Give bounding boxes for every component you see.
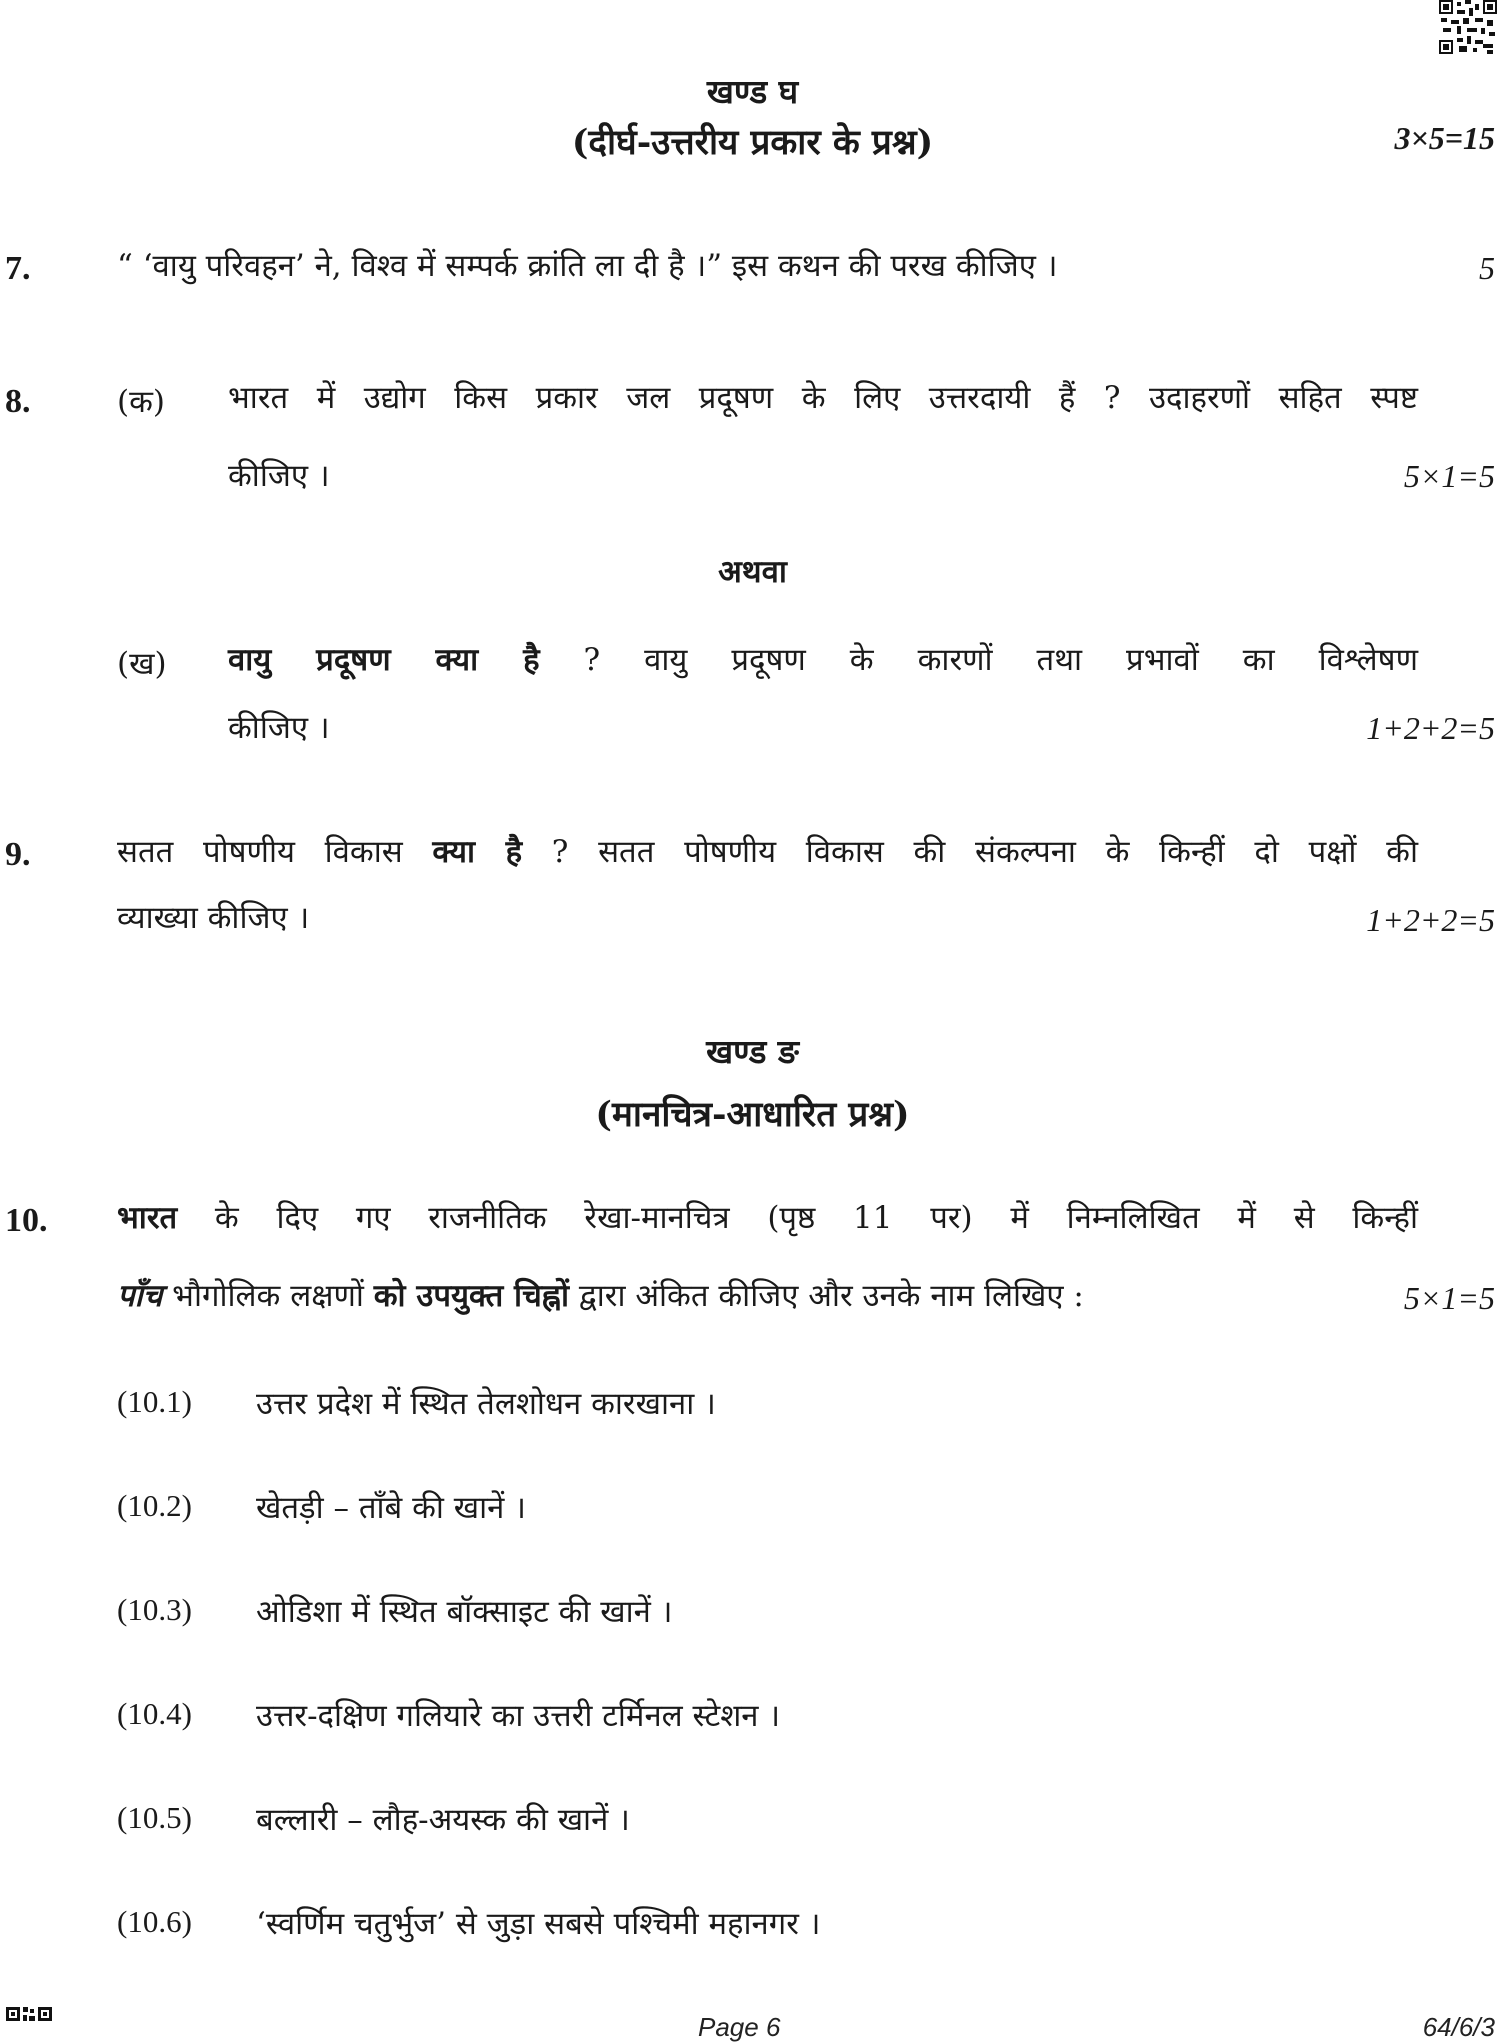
sub-item-text: ओडिशा में स्थित बॉक्साइट की खानें । [256, 1594, 673, 1630]
question-9-line2: व्याख्या कीजिए । [117, 900, 310, 936]
question-8b-rest: ? वायु प्रदूषण के कारणों तथा प्रभावों का विश्लेषण [539, 642, 1418, 678]
qr-code-icon [1439, 0, 1497, 54]
question-10-line1 [117, 1198, 1418, 1238]
qr-code-small-icon [6, 2004, 68, 2026]
question-10-line1-rest: के दिए गए राजनीतिक रेखा-मानचित्र (पृष्ठ 11 पर) में निम्नलिखित में से किन्हीं [177, 1200, 1418, 1236]
question-9-line1 [117, 832, 1418, 872]
sub-item-number: (10.3) [117, 1592, 192, 1627]
section-e-title: खण्ड ङ [706, 1032, 799, 1071]
sub-item-number: (10.4) [117, 1696, 192, 1731]
question-8b-label: (ख) [117, 646, 167, 682]
sub-item-number: (10.5) [117, 1800, 192, 1835]
sub-item-number: (10.6) [117, 1904, 192, 1939]
question-10-line2 [117, 1276, 1084, 1316]
sub-item-number: (10.2) [117, 1488, 192, 1523]
question-10-number: 10. [5, 1202, 48, 1239]
section-d-marks: 3×5=15 [1394, 120, 1495, 156]
question-9-text-a: सतत पोषणीय विकास [117, 834, 433, 870]
or-label: अथवा [718, 554, 787, 590]
question-8-number: 8. [5, 383, 31, 420]
question-8b-marks: 1+2+2=5 [1366, 710, 1495, 746]
question-8a-line2: कीजिए । [228, 458, 330, 494]
sub-item-number: (10.1) [117, 1384, 192, 1419]
question-8b-line2: कीजिए । [228, 710, 330, 746]
question-9-text-b: ? सतत पोषणीय विकास की संकल्पना के किन्हीं दो पक्षों की [522, 834, 1418, 870]
paper-code: 64/6/3 [1422, 2012, 1495, 2042]
question-10-marks: 5×1=5 [1403, 1280, 1495, 1316]
question-8b-bold: वायु प्रदूषण क्या है [228, 642, 540, 678]
sub-item-text: उत्तर-दक्षिण गलियारे का उत्तरी टर्मिनल स्टेशन । [256, 1698, 781, 1734]
sub-item-text: ‘स्वर्णिम चतुर्भुज’ से जुड़ा सबसे पश्चिमी महानगर । [256, 1906, 821, 1942]
section-d-title: खण्ड घ [706, 72, 799, 111]
question-9-marks: 1+2+2=5 [1366, 902, 1495, 938]
question-9-bold: क्या है [432, 834, 523, 870]
question-8a-marks: 5×1=5 [1403, 458, 1495, 494]
sub-item-text: बल्लारी – लौह-अयस्क की खानें । [256, 1802, 630, 1838]
question-7-text: “ ‘वायु परिवहन’ ने, विश्व में सम्पर्क क्रांति ला दी है ।” इस कथन की परख कीजिए । [117, 248, 1058, 284]
section-e-subtitle: (मानचित्र-आधारित प्रश्न) [595, 1094, 910, 1135]
question-7-marks: 5 [1479, 250, 1495, 286]
sub-item-text: खेतड़ी – ताँबे की खानें । [256, 1490, 526, 1526]
section-d-subtitle: (दीर्घ-उत्तरीय प्रकार के प्रश्न) [571, 122, 934, 163]
question-7-number: 7. [5, 250, 31, 287]
question-10-bold-five: पाँच [117, 1278, 163, 1314]
question-10-bold-bharat: भारत [117, 1200, 178, 1236]
question-10-line2-mid: भौगोलिक लक्षणों [162, 1278, 374, 1314]
question-8a-label: (क) [117, 384, 165, 420]
question-8a-line1: भारत में उद्योग किस प्रकार जल प्रदूषण के लिए उत्तरदायी हैं ? उदाहरणों सहित स्पष्ट [228, 380, 1418, 416]
question-8b-line1 [228, 640, 1418, 680]
sub-item-text: उत्तर प्रदेश में स्थित तेलशोधन कारखाना । [256, 1386, 716, 1422]
question-10-line2-rest: द्वारा अंकित कीजिए और उनके नाम लिखिए : [569, 1278, 1084, 1314]
question-9-number: 9. [5, 836, 31, 873]
question-10-bold-symbols: को उपयुक्त चिह्नों [373, 1278, 570, 1314]
page-number: Page 6 [698, 2012, 781, 2042]
